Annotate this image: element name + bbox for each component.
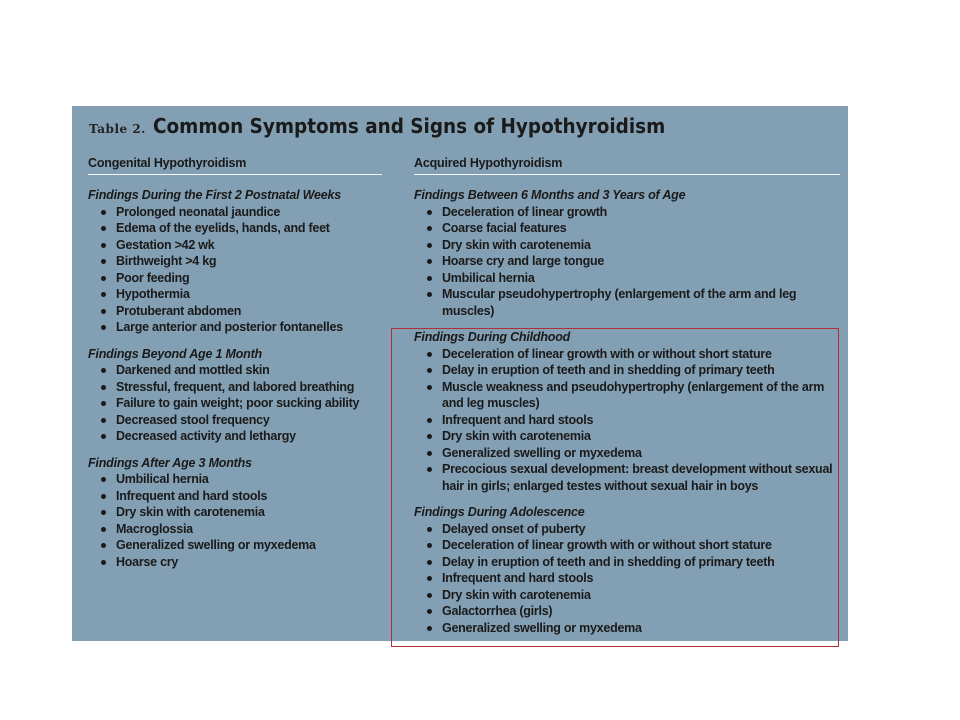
- list-item-text: Deceleration of linear growth: [442, 204, 608, 219]
- list-item: [88, 379, 382, 396]
- list-item-text: Poor feeding: [116, 270, 190, 285]
- list-item: [88, 253, 382, 270]
- findings-section: [88, 187, 382, 336]
- list-item: [88, 471, 382, 488]
- bullet-icon: [427, 243, 432, 248]
- bullet-icon: [101, 243, 106, 248]
- list-item-text: Edema of the eyelids, hands, and feet: [116, 221, 330, 235]
- list-item-text: Umbilical hernia: [442, 270, 535, 285]
- list-item-text: Generalized swelling or myxedema: [442, 445, 642, 460]
- bullet-icon: [101, 560, 106, 565]
- bullet-icon: [427, 276, 432, 281]
- column-heading: Congenital Hypothyroidism: [88, 156, 382, 175]
- list-item: [88, 395, 382, 412]
- list-item: [414, 270, 840, 287]
- bullet-icon: [101, 292, 106, 297]
- bullet-icon: [101, 226, 106, 231]
- list-item-text: Birthweight >4 kg: [116, 254, 217, 268]
- list-item-text: Delayed onset of puberty: [442, 521, 586, 536]
- bullet-icon: [101, 510, 106, 515]
- list-item-text: Darkened and mottled skin: [116, 363, 270, 377]
- bullet-icon: [101, 434, 106, 439]
- highlight-box: [391, 328, 839, 647]
- section-title: Findings During the First 2 Postnatal Weeks: [88, 188, 342, 202]
- list-item-text: Muscle weakness and pseudohypertrophy (enlargement of the arm and leg muscles): [442, 379, 825, 410]
- findings-list: [414, 204, 840, 320]
- section-title: Findings Between 6 Months and 3 Years of Age: [414, 188, 686, 202]
- list-item: [88, 220, 382, 237]
- list-item: [414, 253, 840, 270]
- list-item-text: Hoarse cry: [116, 554, 179, 569]
- congenital-column: [88, 156, 382, 570]
- column-heading: Acquired Hypothyroidism: [414, 156, 840, 175]
- table-number: Table 2.: [89, 122, 146, 136]
- table-title: Common Symptoms and Signs of Hypothyroidism: [153, 114, 666, 138]
- list-item: [88, 412, 382, 429]
- list-item: [414, 286, 840, 319]
- list-item-text: Umbilical hernia: [116, 472, 209, 486]
- findings-list: [88, 362, 382, 445]
- bullet-icon: [101, 325, 106, 330]
- findings-section: [414, 187, 840, 319]
- list-item: [414, 204, 840, 221]
- list-item-text: Generalized swelling or myxedema: [116, 538, 316, 552]
- list-item-text: Coarse facial features: [442, 221, 567, 235]
- list-item-text: Failure to gain weight; poor sucking ability: [116, 396, 360, 410]
- bullet-icon: [101, 276, 106, 281]
- list-item: [88, 270, 382, 287]
- bullet-icon: [427, 259, 432, 264]
- list-item: [414, 237, 840, 254]
- bullet-icon: [101, 401, 106, 406]
- list-item: [88, 286, 382, 303]
- list-item-text: Infrequent and hard stools: [116, 488, 268, 503]
- findings-section: [88, 455, 382, 571]
- list-item-text: Delay in eruption of teeth and in shedding of primary teeth: [442, 554, 775, 569]
- findings-section: [88, 346, 382, 445]
- list-item-text: Gestation >42 wk: [116, 237, 215, 252]
- list-item-text: Galactorrhea (girls): [442, 604, 553, 618]
- list-item-text: Macroglossia: [116, 521, 193, 536]
- list-item-text: Deceleration of linear growth with or without short stature: [442, 346, 772, 361]
- list-item: [88, 554, 382, 571]
- list-item: [88, 521, 382, 538]
- bullet-icon: [101, 418, 106, 423]
- bullet-icon: [101, 477, 106, 482]
- list-item: [88, 303, 382, 320]
- bullet-icon: [101, 527, 106, 532]
- list-item-text: Delay in eruption of teeth and in shedding of primary teeth: [442, 363, 775, 377]
- bullet-icon: [101, 368, 106, 373]
- list-item-text: Dry skin with carotenemia: [442, 237, 591, 252]
- list-item: [88, 428, 382, 445]
- section-title: Findings Beyond Age 1 Month: [88, 346, 262, 361]
- bullet-icon: [101, 543, 106, 548]
- list-item-text: Dry skin with carotenemia: [442, 587, 591, 602]
- section-title: Findings During Childhood: [414, 330, 571, 344]
- list-item-text: Infrequent and hard stools: [442, 412, 594, 427]
- list-item: [88, 204, 382, 221]
- list-item-text: Decreased activity and lethargy: [116, 429, 296, 443]
- bullet-icon: [101, 210, 106, 215]
- findings-list: [88, 204, 382, 336]
- list-item-text: Protuberant abdomen: [116, 303, 242, 318]
- list-item-text: Deceleration of linear growth with or without short stature: [442, 538, 772, 552]
- bullet-icon: [101, 309, 106, 314]
- list-item-text: Large anterior and posterior fontanelles: [116, 320, 343, 334]
- list-item: [88, 319, 382, 336]
- list-item: [88, 362, 382, 379]
- list-item: [88, 488, 382, 505]
- bullet-icon: [427, 226, 432, 231]
- list-item-text: Hoarse cry and large tongue: [442, 254, 605, 268]
- list-item-text: Decreased stool frequency: [116, 412, 270, 427]
- section-title: Findings During Adolescence: [414, 505, 585, 519]
- list-item: [88, 504, 382, 521]
- list-item-text: Muscular pseudohypertrophy (enlargement of the arm and leg muscles): [442, 287, 797, 318]
- bullet-icon: [427, 292, 432, 297]
- list-item-text: Hypothermia: [116, 287, 190, 301]
- list-item-text: Generalized swelling or myxedema: [442, 620, 642, 635]
- list-item: [88, 537, 382, 554]
- bullet-icon: [427, 210, 432, 215]
- list-item-text: Dry skin with carotenemia: [116, 505, 265, 519]
- table-title-row: [89, 114, 710, 138]
- bullet-icon: [101, 259, 106, 264]
- bullet-icon: [101, 385, 106, 390]
- section-title: Findings After Age 3 Months: [88, 455, 252, 470]
- list-item-text: Prolonged neonatal jaundice: [116, 204, 281, 219]
- findings-list: [88, 471, 382, 570]
- bullet-icon: [101, 494, 106, 499]
- list-item-text: Precocious sexual development: breast development without sexual hair in girls; enlarged testes without sexual hair in boys: [442, 462, 833, 493]
- list-item-text: Stressful, frequent, and labored breathing: [116, 379, 355, 394]
- list-item: [414, 220, 840, 237]
- list-item-text: Dry skin with carotenemia: [442, 429, 591, 443]
- column-sections: [88, 187, 382, 570]
- list-item-text: Infrequent and hard stools: [442, 571, 594, 585]
- list-item: [88, 237, 382, 254]
